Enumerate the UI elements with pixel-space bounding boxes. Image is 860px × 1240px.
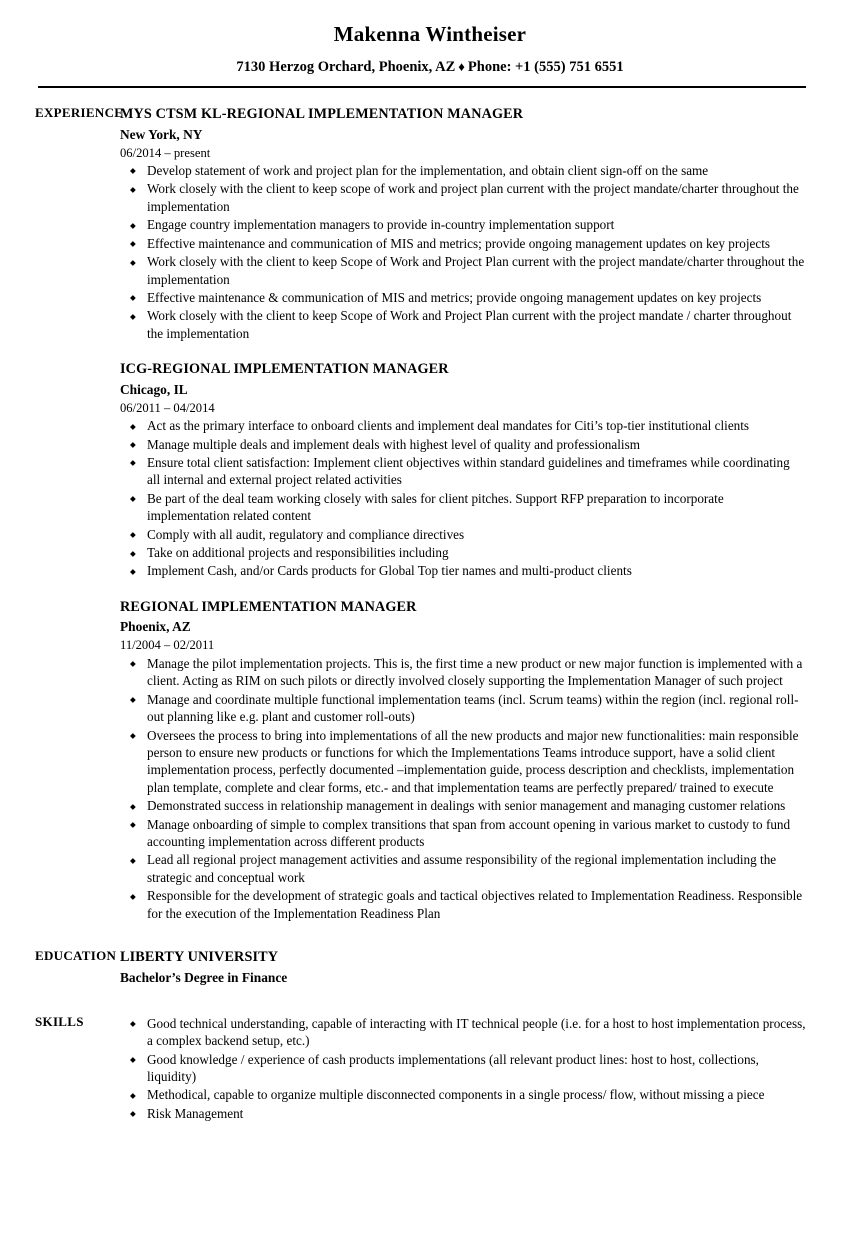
job-bullet: ◆ Effective maintenance & communication of MIS and metrics; provide ongoing management updates on key projects xyxy=(120,289,806,306)
job-bullet: ◆ Work closely with the client to keep Scope of Work and Project Plan current with the project mandate / charter throughout the implementation xyxy=(120,307,806,342)
job-location: New York, NY xyxy=(120,126,203,142)
job-bullet: ◆ Manage multiple deals and implement deals with highest level of quality and professionalism xyxy=(120,436,806,453)
job-bullet: ◆ Ensure total client satisfaction: Implement client objectives within standard guidelines and timeframes while coordinating all internal and external project related activities xyxy=(120,454,806,489)
job-bullet-list xyxy=(120,417,806,580)
job-location: Phoenix, AZ xyxy=(120,619,191,635)
job-dates: 06/2014 – present xyxy=(120,145,211,160)
job-bullet: ◆ Lead all regional project management activities and assume responsibility of the regional implementation including the strategic and conceptual work xyxy=(120,851,806,886)
header-divider xyxy=(38,86,806,89)
job-bullet: ◆ Act as the primary interface to onboard clients and implement deal mandates for Citi’s top-tier institutional clients xyxy=(120,417,806,434)
experience-section xyxy=(0,105,860,922)
job-entry xyxy=(120,360,806,580)
experience-body xyxy=(120,105,860,922)
candidate-phone: Phone: +1 (555) 751 6551 xyxy=(467,59,624,76)
job-bullet: ◆ Develop statement of work and project plan for the implementation, and obtain client sign-off on the same xyxy=(120,162,806,179)
job-bullet: ◆ Be part of the deal team working closely with sales for client pitches. Support RFP preparation to incorporate implementation related content xyxy=(120,490,806,525)
job-bullet-list xyxy=(120,162,806,342)
candidate-contact-line xyxy=(0,59,860,76)
skills-bullet-list xyxy=(120,1015,806,1123)
job-dates: 06/2011 – 04/2014 xyxy=(120,400,215,415)
job-bullet: ◆ Manage onboarding of simple to complex transitions that span from account opening in various market to custody to fund accounting implementation across different products xyxy=(120,816,806,851)
job-bullet: ◆ Effective maintenance and communication of MIS and metrics; provide ongoing management updates on key projects xyxy=(120,235,806,252)
job-bullet: ◆ Work closely with the client to keep Scope of Work and Project Plan current with the project mandate/charter throughout the implementation xyxy=(120,253,806,288)
job-bullet: ◆ Oversees the process to bring into implementations of all the new products and major new functionalities: main responsible person to ensure new products or functions for which the Implementations Teams introduce support, have a solid client implementation process, perfectly documented –implementation guide, process description and checklists, implementation plan template, complete and clear forms, etc.- and that implementation teams are perfectly prepared/ trained to execute xyxy=(120,727,806,797)
job-bullet: ◆ Responsible for the development of strategic goals and tactical objectives related to Implementation Readiness. Responsible for the execution of the Implementation Readiness Plan xyxy=(120,887,806,922)
education-section xyxy=(0,948,860,987)
job-bullet: ◆ Manage the pilot implementation projects. This is, the first time a new product or new major function is implemented with a client. Acting as RIM on such pilots or directly involved closely supporting the Implementation Manager of such project xyxy=(120,655,806,690)
job-location: Chicago, IL xyxy=(120,381,188,397)
section-label-skills: SKILLS xyxy=(35,1013,84,1029)
education-school: LIBERTY UNIVERSITY xyxy=(120,949,279,966)
education-body xyxy=(120,948,860,987)
job-title: ICG-REGIONAL IMPLEMENTATION MANAGER xyxy=(120,361,449,378)
skills-body xyxy=(120,1014,860,1123)
job-title: REGIONAL IMPLEMENTATION MANAGER xyxy=(120,598,417,615)
job-bullet: ◆ Take on additional projects and responsibilities including xyxy=(120,544,806,561)
skill-bullet: ◆ Good knowledge / experience of cash products implementations (all relevant product lines: host to host, collections, liquidity) xyxy=(120,1051,806,1086)
section-label-education: EDUCATION xyxy=(35,948,117,964)
section-label-experience: EXPERIENCE xyxy=(35,105,124,121)
job-bullet: ◆ Engage country implementation managers to provide in-country implementation support xyxy=(120,216,806,233)
education-entry xyxy=(120,948,806,987)
job-bullet: ◆ Implement Cash, and/or Cards products for Global Top tier names and multi-product clients xyxy=(120,562,806,579)
job-bullet: ◆ Manage and coordinate multiple functional implementation teams (incl. Scrum teams) within the region (incl. regional roll-out planning like e.g. plant and customer roll-outs) xyxy=(120,691,806,726)
job-bullet-list xyxy=(120,655,806,922)
job-entry xyxy=(120,598,806,922)
education-degree: Bachelor’s Degree in Finance xyxy=(120,969,288,985)
resume-header xyxy=(0,0,860,88)
candidate-name: Makenna Wintheiser xyxy=(333,22,527,46)
skill-bullet: ◆ Risk Management xyxy=(120,1105,806,1122)
skill-bullet: ◆ Good technical understanding, capable of interacting with IT technical people (i.e. for a host to host implementation process, a complex backend setup, etc.) xyxy=(120,1015,806,1050)
job-bullet: ◆ Work closely with the client to keep scope of work and project plan current with the project mandate/charter throughout the implementation xyxy=(120,180,806,215)
skill-bullet: ◆ Methodical, capable to organize multiple disconnected components in a single process/ flow, without missing a piece xyxy=(120,1086,806,1103)
job-bullet: ◆ Comply with all audit, regulatory and compliance directives xyxy=(120,526,806,543)
job-entry xyxy=(120,105,806,342)
job-bullet: ◆ Demonstrated success in relationship management in dealings with senior management and managing customer relations xyxy=(120,797,806,814)
skills-section xyxy=(0,1014,860,1123)
diamond-separator-icon: ♦ xyxy=(458,59,465,75)
job-title: MYS CTSM KL-REGIONAL IMPLEMENTATION MANAGER xyxy=(120,106,524,123)
job-dates: 11/2004 – 02/2011 xyxy=(120,638,215,653)
candidate-address: 7130 Herzog Orchard, Phoenix, AZ xyxy=(236,59,456,76)
